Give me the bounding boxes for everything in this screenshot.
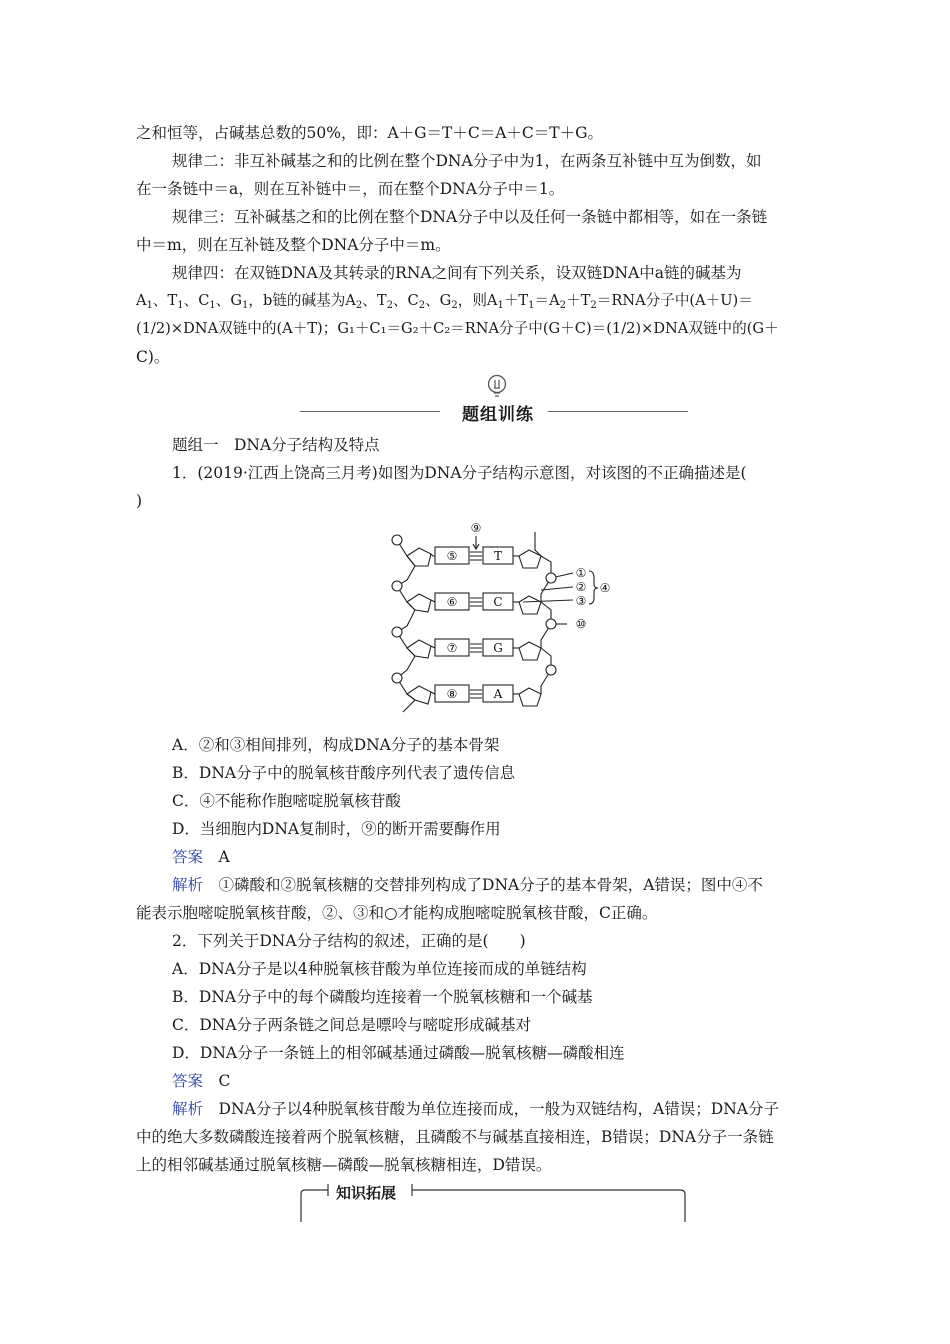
divider <box>548 411 688 412</box>
diagram-label: ⑨ <box>470 521 482 535</box>
option-item: D．当细胞内DNA复制时，⑨的断开需要酶作用 <box>172 820 501 838</box>
analysis-line: 解析 ①磷酸和②脱氧核糖的交替排列构成了DNA分子的基本骨架，A错误；图中④不 <box>172 876 763 894</box>
analysis-line: 上的相邻碱基通过脱氧核糖—磷酸—脱氧核糖相连，D错误。 <box>136 1156 552 1174</box>
answer-label: 答案 <box>172 1072 204 1090</box>
base-label: A <box>493 687 503 701</box>
answer-line <box>172 847 852 867</box>
diagram-label: ② <box>575 580 587 594</box>
text-line: (1/2)×DNA双链中的(A＋T)；G₁＋C₁＝G₂＋C₂＝RNA分子中(G＋C)＝(1/2)×DNA双链中的(G＋ <box>136 320 779 337</box>
dna-structure-diagram <box>375 518 625 723</box>
base-label: ⑤ <box>446 549 458 563</box>
lightbulb-icon <box>486 374 508 398</box>
analysis-label: 解析 <box>172 876 204 894</box>
option-item: C．DNA分子两条链之间总是嘌呤与嘧啶形成碱基对 <box>172 1016 532 1034</box>
diagram-label: ① <box>575 566 587 580</box>
answer-value: C <box>218 1072 231 1090</box>
answer-label: 答案 <box>172 848 204 866</box>
base-label: T <box>493 549 503 563</box>
base-label: ⑧ <box>446 687 458 701</box>
knowledge-box <box>300 1182 686 1222</box>
diagram-label: ③ <box>575 594 587 608</box>
analysis-label: 解析 <box>172 1100 204 1118</box>
text-line: 之和恒等，占碱基总数的50%，即：A＋G＝T＋C＝A＋C＝T＋G。 <box>136 124 603 142</box>
base-label: C <box>493 595 503 609</box>
section-title: 题组训练 <box>462 405 534 425</box>
text-line: C)。 <box>136 348 170 366</box>
option-item: D．DNA分子一条链上的相邻碱基通过磷酸—脱氧核糖—磷酸相连 <box>172 1044 625 1062</box>
analysis-line: 中的绝大多数磷酸连接着两个脱氧核糖，且磷酸不与碱基直接相连，B错误；DNA分子一条链 <box>136 1128 774 1146</box>
answer-line <box>172 1071 852 1091</box>
question-stem: 2．下列关于DNA分子结构的叙述，正确的是( ) <box>172 932 526 950</box>
text-line: 规律四：在双链DNA及其转录的RNA之间有下列关系，设双链DNA中a链的碱基为 <box>172 264 742 282</box>
group-title: 题组一 DNA分子结构及特点 <box>172 436 380 454</box>
divider <box>300 411 440 412</box>
diagram-label: ⑩ <box>575 617 587 631</box>
base-label: ⑦ <box>446 641 458 655</box>
option-item: B．DNA分子中的每个磷酸均连接着一个脱氧核糖和一个碱基 <box>172 988 593 1006</box>
base-label: G <box>493 641 503 655</box>
text-line: 规律三：互补碱基之和的比例在整个DNA分子中以及任何一条链中都相等，如在一条链 <box>172 208 768 226</box>
knowledge-box-title: 知识拓展 <box>336 1184 397 1202</box>
section-header <box>300 400 688 424</box>
base-label: ⑥ <box>446 595 458 609</box>
option-item: A．②和③相间排列，构成DNA分子的基本骨架 <box>172 736 500 754</box>
analysis-line: 能表示胞嘧啶脱氧核苷酸，②、③和○才能构成胞嘧啶脱氧核苷酸，C正确。 <box>136 904 658 922</box>
text-line: $A_1$、$T_1$、$C_1$、$G_1$，b链的碱基为$A_2$、$T_2$、$C_2$、$G_2$，则$A_1+T_1=A_2+T_2=RNA$分子中(A＋U)＝ <box>136 292 753 311</box>
option-item: B．DNA分子中的脱氧核苷酸序列代表了遗传信息 <box>172 764 516 782</box>
option-item: A．DNA分子是以4种脱氧核苷酸为单位连接而成的单链结构 <box>172 960 587 978</box>
text-line: 在一条链中＝a，则在互补链中＝，而在整个DNA分子中＝1。 <box>136 180 565 198</box>
diagram-label: ④ <box>599 581 611 595</box>
answer-value: A <box>218 848 230 866</box>
option-item: C．④不能称作胞嘧啶脱氧核苷酸 <box>172 792 401 810</box>
text-line: 中＝m，则在互补链及整个DNA分子中＝m。 <box>136 236 451 254</box>
text-line: 规律二：非互补碱基之和的比例在整个DNA分子中为1，在两条互补链中互为倒数，如 <box>172 152 762 170</box>
question-stem: ) <box>136 492 143 510</box>
analysis-line: 解析 DNA分子以4种脱氧核苷酸为单位连接而成，一般为双链结构，A错误；DNA分子 <box>172 1100 779 1118</box>
question-stem: 1．(2019·江西上饶高三月考)如图为DNA分子结构示意图，对该图的不正确描述是( <box>172 464 747 482</box>
